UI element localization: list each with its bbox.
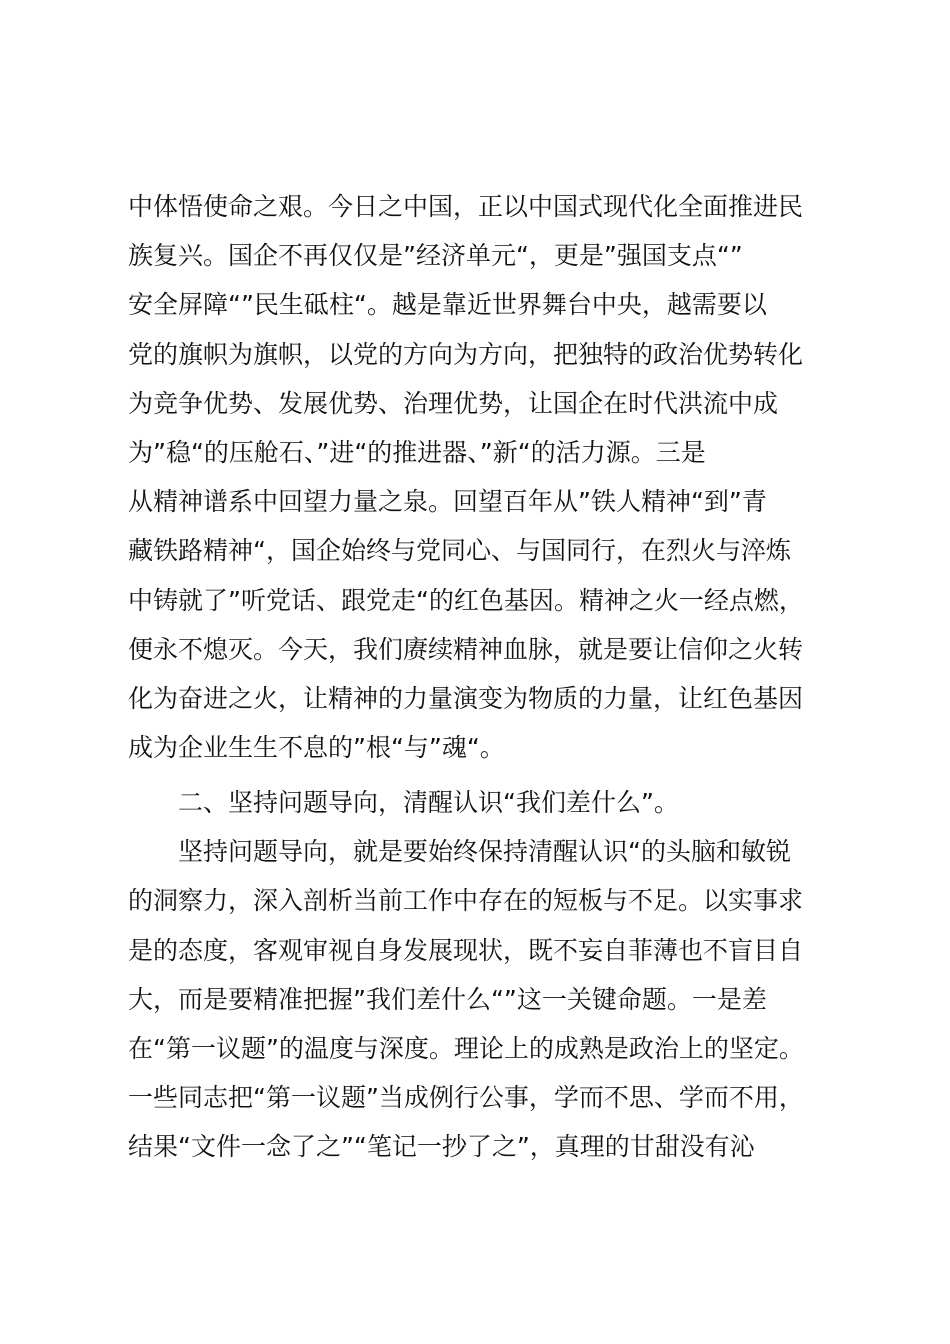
text-line: 大，而是要精准把握”我们差什么“”这一关键命题。一是差 (128, 984, 767, 1014)
section-heading: 二、坚持问题导向，清醒认识“我们差什么”。 (178, 788, 679, 817)
text-line: 中体悟使命之艰。今日之中国，正以中国式现代化全面推进民 (128, 192, 804, 221)
text-line: 便永不熄灭。今天，我们赓续精神血脉，就是要让信仰之火转 (128, 634, 804, 664)
body-paragraph-1 (128, 182, 848, 772)
text-line: 藏铁路精神“，国企始终与党同心、与国同行，在烈火与淬炼 (128, 536, 791, 566)
text-line: 族复兴。国企不再仅仅是”经济单元“，更是”强国支点“” (128, 241, 743, 271)
text-line: 党的旗帜为旗帜，以党的方向为方向，把独特的政治优势转化 (128, 339, 804, 369)
text-line: 为”稳“的压舱石、”进“的推进器、”新“的活力源。三是 (128, 437, 706, 467)
section-2 (128, 778, 848, 1172)
text-line: 是的态度，客观审视自身发展现状，既不妄自菲薄也不盲目自 (128, 935, 804, 965)
text-line: 为竞争优势、发展优势、治理优势，让国企在时代洪流中成 (128, 388, 779, 418)
text-line: 从精神谱系中回望力量之泉。回望百年从”铁人精神“到”青 (128, 487, 767, 517)
text-line: 坚持问题导向，就是要始终保持清醒认识“的头脑和敏锐 (178, 837, 791, 867)
text-line: 化为奋进之火，让精神的力量演变为物质的力量，让红色基因 (128, 683, 804, 713)
text-line: 在“第一议题”的温度与深度。理论上的成熟是政治上的坚定。 (128, 1033, 804, 1063)
text-line: 结果“文件一念了之”“笔记一抄了之”，真理的甘甜没有沁 (128, 1132, 755, 1162)
text-line: 成为企业生生不息的”根“与”魂“。 (128, 733, 505, 763)
text-line: 中铸就了”听党话、跟党走“的红色基因。精神之火一经点燃， (128, 585, 804, 615)
text-line: 安全屏障“”民生砥柱“。越是靠近世界舞台中央，越需要以 (128, 290, 767, 320)
text-line: 的洞察力，深入剖析当前工作中存在的短板与不足。以实事求 (128, 886, 804, 916)
text-line: 一些同志把“第一议题”当成例行公事，学而不思、学而不用， (128, 1083, 804, 1113)
